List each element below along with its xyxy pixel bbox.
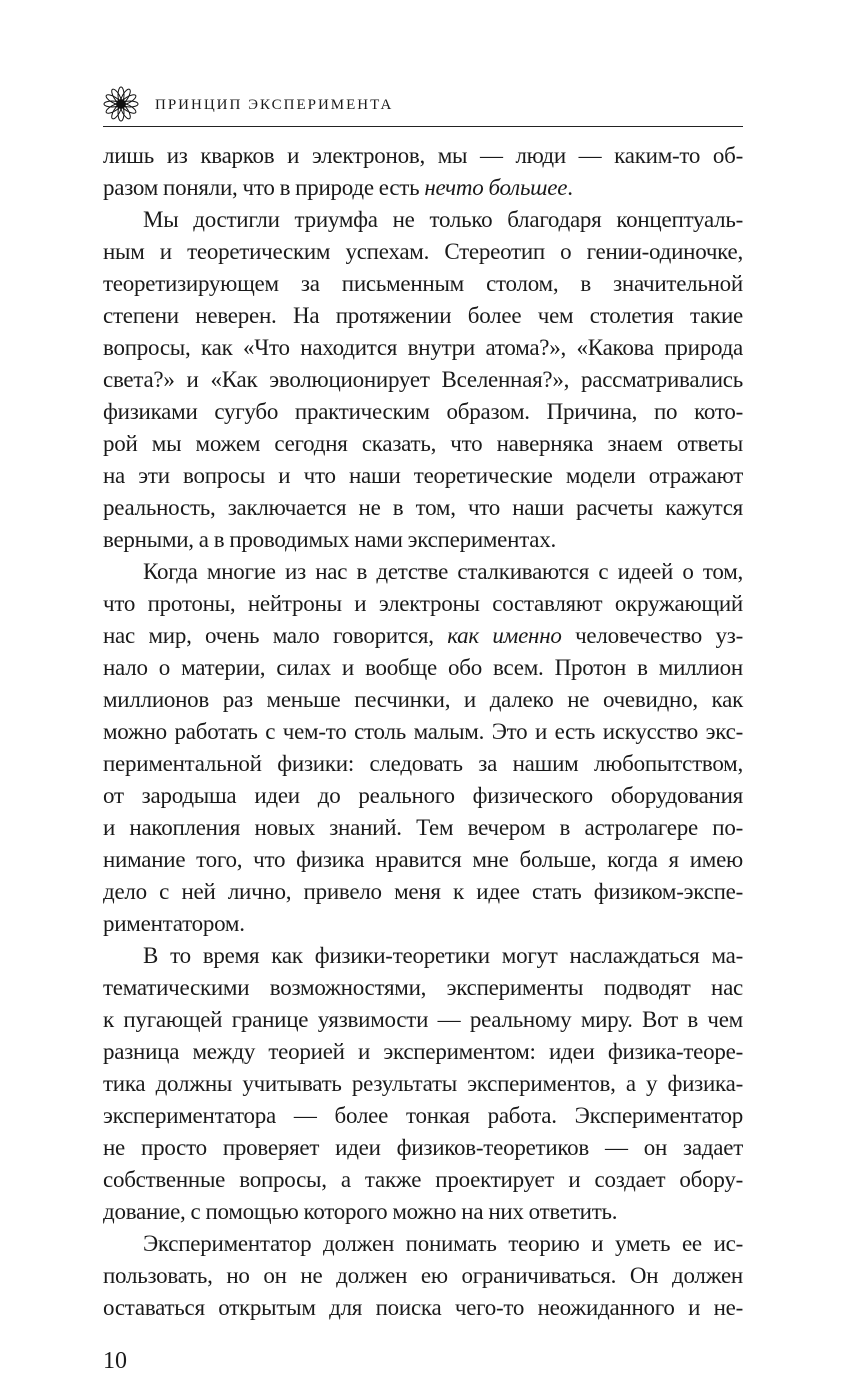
text-line: экспериментатора — более тонкая работа. Экспериментатор [103, 1103, 743, 1128]
text-line: степени неверен. На протяжении более чем столетия такие [103, 303, 743, 328]
text-line: дование, с помощью которого можно на них ответить. [103, 1199, 618, 1224]
running-header [103, 86, 743, 127]
paragraph-continued [103, 652, 743, 940]
text-line: риментатором. [103, 911, 245, 936]
emphasis: нечто большее [424, 175, 568, 200]
text-line: Когда многие из нас в детстве сталкиваются с идеей о том, [143, 559, 743, 584]
text-line: оставаться открытым для поиска чего-то неожиданного и не- [103, 1295, 743, 1320]
text-line [103, 620, 743, 652]
text-line: нимание того, что физика нравится мне больше, когда я имею [103, 847, 743, 872]
text-line: физиками сугубо практическим образом. Причина, по кото- [103, 399, 743, 424]
text-line: не просто проверяет идеи физиков-теоретиков — он задает [103, 1135, 743, 1160]
page-number: 10 [103, 1348, 127, 1374]
text-line: и накопления новых знаний. Тем вечером в астролагере по- [103, 815, 743, 840]
text-line: лишь из кварков и электронов, мы — люди — каким-то об- [103, 143, 743, 168]
text-line: тика должны учитывать результаты экспериментов, а у физика- [103, 1071, 743, 1096]
text-line: к пугающей границе уязвимости — реальному миру. Вот в чем [103, 1007, 743, 1032]
text-line: В то время как физики-теоретики могут наслаждаться ма- [143, 943, 743, 968]
text-line: можно работать с чем-то столь малым. Это и есть искусство экс- [103, 719, 743, 744]
text-line: миллионов раз меньше песчинки, и далеко не очевидно, как [103, 687, 743, 712]
text-line: света?» и «Как эволюционирует Вселенная?», рассматривались [103, 367, 743, 392]
paragraph [103, 1228, 743, 1324]
text-line: рой мы можем сегодня сказать, что наверняка знаем ответы [103, 431, 743, 456]
text-line: тематическими возможностями, эксперименты подводят нас [103, 975, 743, 1000]
body-text [103, 140, 743, 1324]
text-line: Мы достигли триумфа не только благодаря концептуаль- [143, 207, 743, 232]
text-run: нас мир, очень мало говорится, [103, 623, 448, 648]
text-run: . [567, 175, 573, 200]
text-run: разом поняли, что в природе есть [103, 175, 425, 200]
paragraph [103, 556, 743, 620]
text-line: собственные вопросы, а также проектирует и создает обору- [103, 1167, 743, 1192]
text-line: дело с ней лично, привело меня к идее стать физиком-экспе- [103, 879, 743, 904]
text-line: от зародыша идеи до реального физического оборудования [103, 783, 743, 808]
text-line: пользовать, но он не должен ею ограничиваться. Он должен [103, 1263, 743, 1288]
text-run: человечество уз- [561, 623, 743, 648]
text-line [103, 172, 743, 204]
text-line: верными, а в проводимых нами экспериментах. [103, 527, 556, 552]
text-line: разница между теорией и экспериментом: идеи физика-теоре- [103, 1039, 743, 1064]
text-line: Экспериментатор должен понимать теорию и уметь ее ис- [143, 1231, 743, 1256]
text-line: реальность, заключается не в том, что наши расчеты кажутся [103, 495, 743, 520]
page-content [103, 140, 743, 1376]
text-line: на эти вопросы и что наши теоретические модели отражают [103, 463, 743, 488]
running-title: ПРИНЦИП ЭКСПЕРИМЕНТА [155, 97, 394, 113]
text-line: нало о материи, силах и вообще обо всем. Протон в миллион [103, 655, 743, 680]
text-line: вопросы, как «Что находится внутри атома?», «Какова природа [103, 335, 743, 360]
flower-ornament-icon [103, 86, 139, 122]
text-line: периментальной физики: следовать за нашим любопытством, [103, 751, 743, 776]
emphasis: как именно [447, 623, 562, 648]
paragraph [103, 940, 743, 1228]
text-line: что протоны, нейтроны и электроны составляют окружающий [103, 591, 743, 616]
text-line: теоретизирующем за письменным столом, в значительной [103, 271, 743, 296]
paragraph [103, 204, 743, 556]
text-line: ным и теоретическим успехам. Стереотип о гении-одиночке, [103, 239, 743, 264]
